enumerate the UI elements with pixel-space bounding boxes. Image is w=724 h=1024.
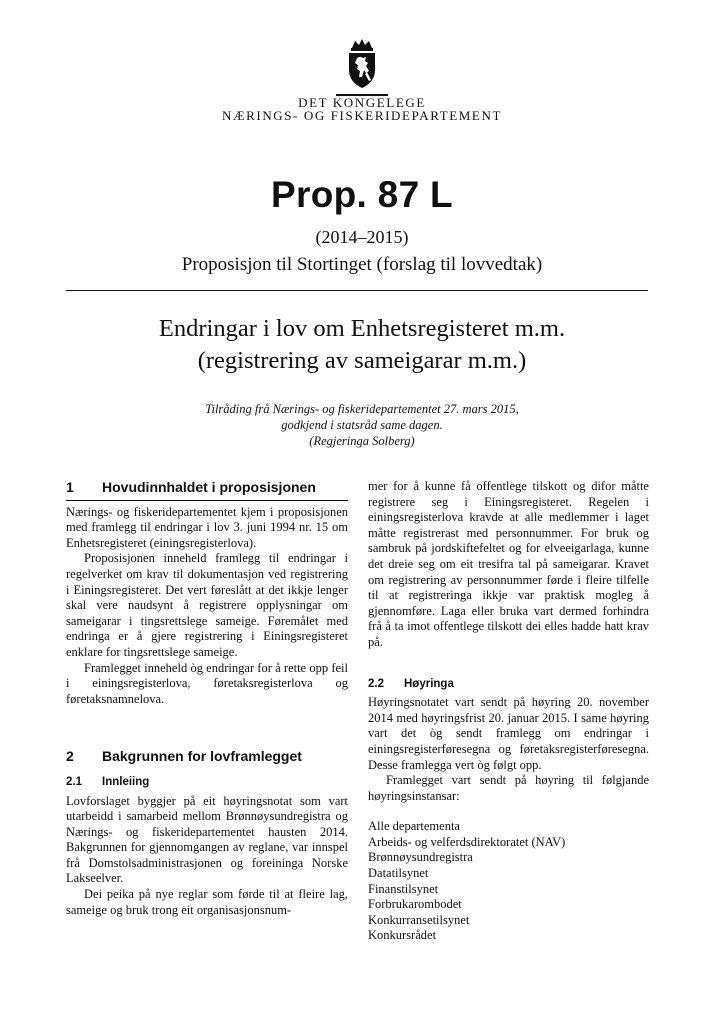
section-number: 2 xyxy=(66,748,74,765)
session-years: (2014–2015) xyxy=(315,227,409,247)
section-number: 2.2 xyxy=(368,677,384,690)
section-2-heading xyxy=(66,749,348,765)
section-title: Høyringa xyxy=(404,677,454,690)
consultation-list xyxy=(368,819,649,944)
document-title-line1: Endringar i lov om Enhetsregisteret m.m. xyxy=(158,315,566,342)
section-2-1-heading xyxy=(66,775,348,791)
list-item: Finanstilsynet xyxy=(368,881,439,896)
section-2-2-heading xyxy=(368,677,649,693)
title-divider xyxy=(66,290,648,291)
list-item: Arbeids- og velferdsdirektoratet (NAV) xyxy=(368,834,566,849)
recommendation-line3: (Regjeringa Solberg) xyxy=(309,434,415,448)
section-title: Bakgrunnen for lovframlegget xyxy=(102,748,302,765)
list-item: Konkurransetilsynet xyxy=(368,912,470,927)
section-title: Innleiing xyxy=(102,775,150,788)
document-title-line2: (registrering av sameigarar m.m.) xyxy=(197,347,527,374)
paragraph: Nærings- og fiskeridepartementet kjem i proposisjonen med framlegg til endringar i lov 3. juni 1994 nr. 15 om Enhetsregisteret (einingsregisterlova). xyxy=(66,504,348,550)
paragraph: Lovforslaget byggjer på eit høyringsnotat som vart utarbeidd i samarbeid mellom Brønnøysundregistra og Nærings- og fiskeridepartementet hausten 2014. Bakgrunnen for gjennomgangen av reglane, var innspel frå Domstolsadministrasjonen og foreininga Norske Lakseelver. xyxy=(66,793,348,886)
recommendation-line2: godkjend i statsråd same dagen. xyxy=(281,418,443,432)
recommendation-line1: Tilråding frå Nærings- og fiskeridepartementet 27. mars 2015, xyxy=(205,402,519,416)
right-column xyxy=(368,479,649,944)
list-item: Alle departementa xyxy=(368,819,460,834)
paragraph: Framlegget vart sendt på høyring til følgjande høyringsinstansar: xyxy=(368,773,649,803)
paragraph: Dei peika på nye reglar som førde til at fleire lag, sameige og bruk trong eit organisasjonsnum- xyxy=(66,887,348,917)
paragraph-continued: mer for å kunne få offentlege tilskott og difor måtte registrere seg i Einingsregisteret. Regelen i einingsregisterlova kravde at alle medlemmer i laget måtte registrerast med personnummer. For bruk og sambruk på jordskiftefeltet og for elveeigarlaga, kunne det dreie seg om eit tresifra tal på sameigarar. Kravet om registrering av personnummer førde i fleire tilfelle til at registreringa ikkje var praktisk mogleg å gjennomføre. Laga eller bruka vart dermed forhindra frå å ta imot offentlege tilskott dei elles hadde hatt krav på. xyxy=(368,479,649,649)
section-number: 2.1 xyxy=(66,775,82,788)
document-title xyxy=(0,313,724,377)
coat-of-arms-icon xyxy=(336,36,388,96)
paragraph: Høyringsnotatet vart sendt på høyring 20. november 2014 med høyringsfrist 20. januar 2015. I same høyring vart det òg sendt framlegg om endringar i einingsregisterføresegna og føretaksregisterføresegna. Desse framlegga vert òg følgt opp. xyxy=(368,695,649,772)
list-item: Brønnøysundregistra xyxy=(368,850,473,865)
list-item: Forbrukarombodet xyxy=(368,897,462,912)
proposition-subtitle: Proposisjon til Stortinget (forslag til lovvedtak) xyxy=(181,254,543,275)
left-column xyxy=(66,480,348,918)
recommendation-note xyxy=(0,401,724,449)
paragraph: Proposisjonen inneheld framlegg til endringar i regelverket om krav til dokumentasjon ved registrering i Einingsregisteret. Det vert føreslått at det ikkje lenger skal vere naudsynt å registrere opplysningar om sameigarar i tingsrettslege sameige. Føremålet med endringa er å gjere registrering i Einingsregisteret enklare for tingsrettslege sameige. xyxy=(66,551,348,659)
list-item: Konkursrådet xyxy=(368,928,437,943)
list-item: Datatilsynet xyxy=(368,866,429,881)
proposition-number: Prop. 87 L xyxy=(271,174,453,215)
department-name-line2: NÆRINGS- OG FISKERIDEPARTEMENT xyxy=(221,108,503,123)
department-name-line1: DET KONGELEGE xyxy=(298,95,426,110)
paragraph: Framlegget inneheld òg endringar for å rette opp feil i einingsregisterlova, føretaksregisterlova og føretaksnamnelova. xyxy=(66,660,348,706)
section-title: Hovudinnhaldet i proposisjonen xyxy=(102,479,316,495)
section-1-heading xyxy=(66,480,348,501)
section-number: 1 xyxy=(66,479,74,495)
